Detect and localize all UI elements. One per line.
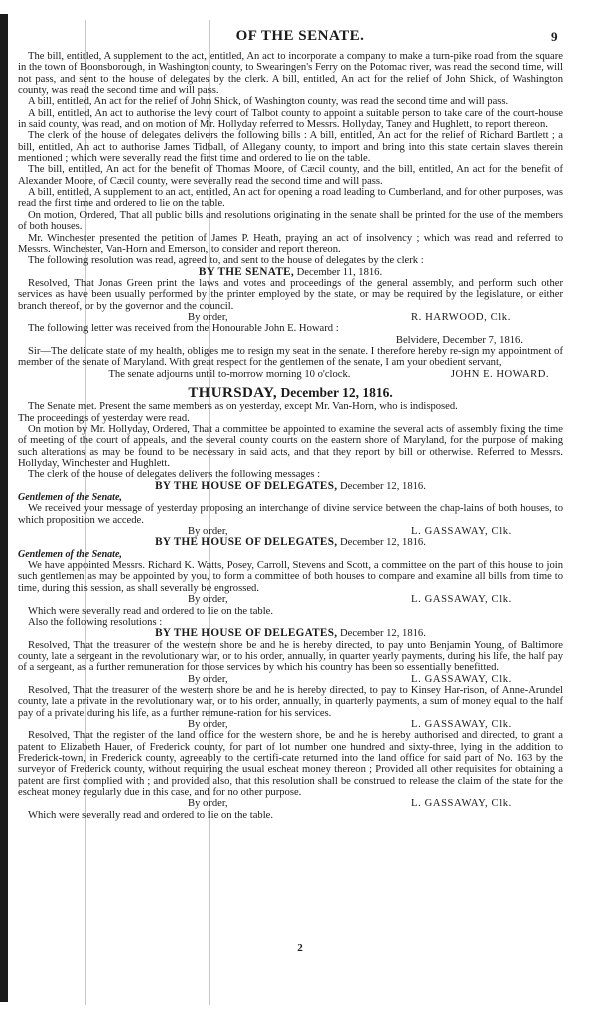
heading-date: The senate adjourns until to-morrow morning 10 o'clock. (108, 368, 351, 380)
dateline: Belvidere, December 7, 1816. (395, 334, 523, 346)
centered-heading (18, 267, 563, 278)
heading-date: December 12, 1816. (277, 384, 393, 400)
paragraph: The bill, entitled, An act for the benefit of Thomas Moore, of Cæcil county, and the bill, entitled, An act for the benefit of Alexander Moore, of Cæcil county, were severally read the second time and will pass. (18, 164, 563, 187)
paragraph: A bill, entitled, An act for the relief of John Shick, of Washington county, was read the second time and will pass. (28, 96, 509, 108)
heading-date: December 11, 1816. (293, 266, 383, 278)
paragraph: Resolved, That the register of the land office for the western shore, be and he is hereby authorised and directed, to grant a patent to Elizabeth Hauer, of Frederick county, for part of lot number one hundred and sixty-three, lying in the addition to Frederick-town, in Frederick county, agreeably to the certifi-cate returned into the land office for said part of No. 163 by the surveyor of Frederick county, without requiring the usual escheat money thereon ; Provided all other requisites for obtaining a patent are first complied with ; and provided also, that this resolution shall be construed to release the claim of the state for the escheat money regularly due in this case, and for no other purpose. (18, 730, 563, 798)
paragraph: The proceedings of yesterday were read. (18, 412, 190, 424)
centered-heading (18, 481, 563, 492)
signature-line (18, 526, 563, 537)
paragraph: The clerk of the house of delegates delivers the following bills : A bill, entitled, An act for the relief of Richard Bartlett ; a bill, entitled, An act to authorise James Tidball, of Allegany county, to import and bring into this state certain slaves therein mentioned ; which were severally read the first time and ordered to lie on the table. (18, 130, 563, 165)
heading-lead: BY THE SENATE, (198, 265, 294, 278)
heading-lead: BY THE HOUSE OF DELEGATES, (155, 627, 338, 640)
salutation: Gentlemen of the Senate, (18, 548, 122, 560)
running-title: OF THE SENATE. (235, 28, 365, 44)
by-order-label: By order, (188, 526, 228, 538)
day-heading (18, 384, 563, 401)
paragraph: Mr. Winchester presented the petition of James P. Heath, praying an act of insolvency ; which was read and referred to Messrs. Winchester, Van-Horn and Emerson, to consider and report thereon. (18, 232, 563, 255)
signature-line (18, 674, 563, 685)
by-order-label: By order, (188, 798, 228, 810)
heading-lead: THURSDAY, (188, 384, 278, 401)
paragraph: On motion by Mr. Hollyday, Ordered, That a committee be appointed to examine the several acts of assembly fixing the time of meeting of the court of appeals, and the several county courts on the eastern shore of Maryland, for the purpose of making such alterations as may be found to be necessary in said acts, and that they report by bill or otherwise. Referred to Messrs. Hollyday, Winchester and Hughlett. (18, 424, 563, 470)
clerk-name: L. GASSAWAY, Clk. (411, 526, 512, 538)
by-order-label: By order, (188, 673, 228, 685)
paragraph: The bill, entitled, A supplement to the act, entitled, An act to incorporate a company to make a turn-pike road from the square in the town of Boonsborough, in Washington county, to Swearingen's Ferry on the Potomac river, was read the second time, will not pass, and sent to the house of delegates by the clerk. A bill, entitled, An act for the relief of John Shick, of Washington county, was read the second time and will pass. (18, 51, 563, 97)
letter-body: Sir—The delicate state of my health, obliges me to resign my seat in the senate. I therefore hereby re-sign my appointment of member of the senate of Maryland. With great respect for the gentlemen of the senate, I am your obedient servant, (18, 345, 563, 369)
signature-line (18, 312, 563, 323)
paragraph: The following resolution was read, agreed to, and sent to the house of delegates by the clerk : (28, 255, 424, 267)
paragraph: On motion, Ordered, That all public bills and resolutions originating in the senate shall be printed for the use of the members of both houses. (18, 209, 563, 233)
centered-heading (18, 628, 563, 639)
clerk-name: L. GASSAWAY, Clk. (411, 594, 512, 606)
paragraph: The Senate met. Present the same members as on yesterday, except Mr. Van-Horn, who is indisposed. (28, 401, 458, 413)
paragraph: A bill, entitled, An act to authorise the levy court of Talbot county to appoint a suitable person to take care of the court-house in said county, was read, and on motion of Mr. Hollyday referred to Messrs. Hollyday, Taney and Hughlett, to report thereon. (18, 107, 563, 131)
by-order-label: By order, (188, 594, 228, 606)
paragraph: We received your message of yesterday proposing an interchange of divine service between the chap-lains of both houses, to which proposition we accede. (18, 503, 563, 526)
heading-date: December 12, 1816. (337, 628, 426, 640)
heading-date: December 12, 1816. (337, 537, 426, 549)
page-header (0, 28, 600, 48)
paragraph: Resolved, That Jonas Green print the laws and votes and proceedings of the general assembly, and perform such other services as have been usually performed by the printer employed by the state, or may be required by the legislature, or either branch thereof, or by the governor and the council. (18, 277, 563, 312)
paragraph: A bill, entitled, A supplement to an act, entitled, An act for opening a road leading to Cumberland, and for other purposes, was read the first time and ordered to lie on the table. (18, 187, 563, 210)
letter-signatory: JOHN E. HOWARD. (450, 368, 549, 380)
heading-lead: BY THE HOUSE OF DELEGATES, (155, 479, 338, 492)
paragraph: Which were severally read and ordered to lie on the table. (28, 605, 274, 617)
paragraph: Which were severally read and ordered to lie on the table. (28, 809, 274, 821)
signature-line (18, 594, 563, 605)
page-number: 9 (551, 29, 558, 44)
scan-edge-shadow (0, 14, 8, 1002)
paragraph: The clerk of the house of delegates delivers the following messages : (28, 469, 321, 481)
clerk-name: L. GASSAWAY, Clk. (411, 673, 512, 685)
centered-heading (18, 537, 563, 548)
clerk-name: L. GASSAWAY, Clk. (411, 718, 512, 730)
heading-lead: BY THE HOUSE OF DELEGATES, (155, 536, 338, 549)
by-order-label: By order, (188, 311, 228, 323)
clerk-name: R. HARWOOD, Clk. (411, 311, 511, 323)
heading-date: December 12, 1816. (337, 480, 426, 492)
by-order-label: By order, (188, 718, 228, 730)
salutation: Gentlemen of the Senate, (18, 492, 122, 504)
signature-line (18, 719, 563, 730)
signature-mark: 2 (297, 942, 303, 954)
paragraph: The following letter was received from the Honourable John E. Howard : (28, 323, 339, 335)
paragraph: Resolved, That the treasurer of the western shore be and he is hereby directed, to pay to Kinsey Har-rison, of Anne-Arundel county, late a private in the revolutionary war, or to his order, annually, in quarterly payments, a sum of money equal to the half pay of a private during his life, as a further remune-ration for his services. (18, 684, 563, 719)
paragraph: We have appointed Messrs. Richard K. Watts, Posey, Carroll, Stevens and Scott, a committee on the part of this house to join such gentlemen as may be appointed by you, to form a committee of both houses to compare and examine all bills from time to time, during this session, as shall severally be engrossed. (18, 560, 563, 594)
journal-text (18, 51, 563, 821)
paragraph: Resolved, That the treasurer of the western shore be and he is hereby directed, to pay unto Benjamin Young, of Baltimore county, late a sergeant in the revolutionary war, or to his order, annually, in quarter yearly payments, during his life, the half pay of a sergeant, as a further remuneration for those services by which his country has been so essentially benefitted. (18, 639, 563, 674)
clerk-name: L. GASSAWAY, Clk. (411, 798, 512, 810)
signature-line (18, 798, 563, 809)
paragraph: Also the following resolutions : (28, 616, 163, 628)
